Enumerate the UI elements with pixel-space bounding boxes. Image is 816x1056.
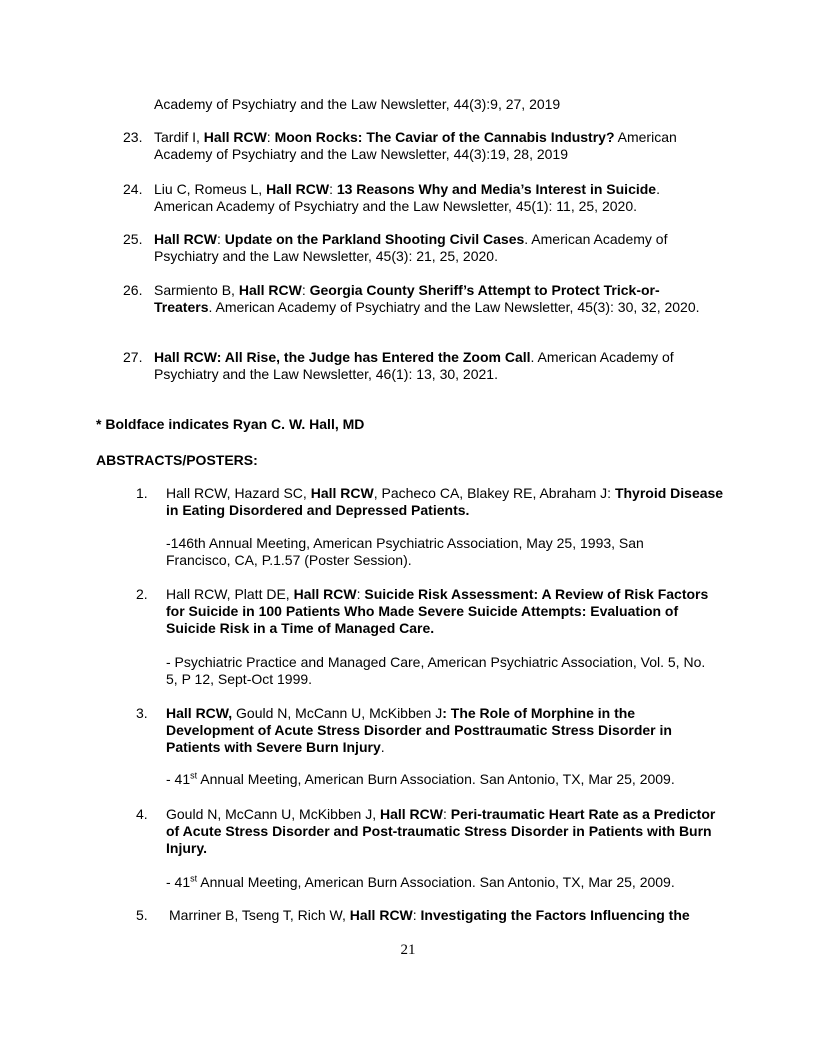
citation [166, 705, 726, 756]
source: . American Academy of Psychiatry and the Law Newsletter, 45(3): 30, 32, 2020. [208, 299, 700, 315]
citation [154, 349, 714, 383]
item-number: 25. [123, 231, 143, 247]
authors: Hall RCW, Platt DE, [166, 586, 294, 602]
item-number: 27. [123, 349, 143, 365]
note-text: Annual Meeting, American Burn Association. San Antonio, TX, Mar 25, 2009. [197, 771, 675, 787]
abstract-title: Investigating the Factors Influencing the [420, 907, 690, 923]
separator: : [217, 231, 225, 247]
source: . American Academy of Psychiatry and the Law Newsletter, 46(1): 13, 30, 2021. [154, 349, 674, 382]
authors: Gould N, McCann U, McKibben J [232, 705, 443, 721]
author-highlight: Hall RCW [349, 907, 413, 923]
citation [169, 907, 729, 924]
authors: Liu C, Romeus L, [154, 181, 267, 197]
item-number: 24. [123, 181, 143, 197]
author-highlight: Hall RCW: All Rise, the Judge has Entered the Zoom Call [154, 349, 531, 365]
venue-note: -146th Annual Meeting, American Psychiatric Association, May 25, 1993, San Francisco, CA, P.1.57 (Poster Session). [166, 535, 644, 568]
ordinal-suffix: st [190, 873, 198, 884]
separator: : [412, 907, 421, 923]
venue-note [166, 771, 706, 788]
item-number: 1. [136, 485, 148, 501]
authors: Marriner B, Tseng T, Rich W, [169, 907, 350, 923]
citation [154, 231, 714, 265]
separator: : [442, 806, 451, 822]
author-highlight: Hall RCW [310, 485, 374, 501]
abstract-title: Thyroid Disease in Eating Disordered and Depressed Patients. [166, 485, 724, 518]
note-text: - 41 [166, 874, 191, 890]
citation [166, 806, 726, 857]
author-highlight: Hall RCW [379, 806, 443, 822]
citation [166, 586, 726, 637]
article-title: 13 Reasons Why and Media’s Interest in Suicide [336, 181, 657, 197]
author-highlight: Hall RCW, [166, 705, 233, 721]
citation [154, 129, 714, 163]
abstract-title: Peri-traumatic Heart Rate as a Predictor of Acute Stress Disorder and Post-traumatic Stress Disorder in Patients with Burn Injury. [166, 806, 716, 856]
continuation-line: Academy of Psychiatry and the Law Newsletter, 44(3):9, 27, 2019 [154, 96, 561, 112]
item-number: 23. [123, 129, 143, 145]
section-heading: ABSTRACTS/POSTERS: [96, 452, 258, 468]
authors: , Pacheco CA, Blakey RE, Abraham J: [373, 485, 615, 501]
article-title: Update on the Parkland Shooting Civil Cases [224, 231, 525, 247]
separator: : [301, 282, 310, 298]
source: . American Academy of Psychiatry and the Law Newsletter, 45(3): 21, 25, 2020. [154, 231, 668, 264]
citation [154, 282, 714, 316]
source: American Academy of Psychiatry and the Law Newsletter, 44(3):19, 28, 2019 [154, 129, 677, 162]
source: . American Academy of Psychiatry and the Law Newsletter, 45(1): 11, 25, 2020. [154, 181, 660, 214]
article-title: Moon Rocks: The Caviar of the Cannabis Industry? [274, 129, 615, 145]
venue-note [166, 874, 706, 891]
citation [166, 485, 726, 519]
note-text: Annual Meeting, American Burn Association. San Antonio, TX, Mar 25, 2009. [197, 874, 675, 890]
separator: : [356, 586, 365, 602]
author-highlight: Hall RCW [266, 181, 330, 197]
authors: Tardif I, [154, 129, 204, 145]
item-number: 5. [136, 907, 148, 923]
item-number: 3. [136, 705, 148, 721]
abstract-title: Suicide Risk Assessment: A Review of Risk Factors for Suicide in 100 Patients Who Made Severe Suicide Attempts: Evaluation of Suicide Risk in a Time of Managed Care. [166, 586, 709, 636]
author-highlight: Hall RCW [154, 231, 217, 247]
item-number: 2. [136, 586, 148, 602]
separator: : [266, 129, 275, 145]
page-number: 21 [400, 942, 416, 958]
author-highlight: Hall RCW [293, 586, 357, 602]
punctuation: . [380, 739, 385, 755]
item-number: 4. [136, 806, 148, 822]
separator: : [329, 181, 337, 197]
venue-note: - Psychiatric Practice and Managed Care, American Psychiatric Association, Vol. 5, No. 5, P 12, Sept-Oct 1999. [166, 654, 706, 687]
author-highlight: Hall RCW [238, 282, 302, 298]
authors: Hall RCW, Hazard SC, [166, 485, 311, 501]
note-text: - 41 [166, 771, 191, 787]
ordinal-suffix: st [190, 770, 198, 781]
author-highlight: Hall RCW [203, 129, 267, 145]
authors: Sarmiento B, [154, 282, 239, 298]
citation [154, 181, 714, 215]
boldface-note: * Boldface indicates Ryan C. W. Hall, MD [96, 416, 365, 432]
item-number: 26. [123, 282, 143, 298]
article-title: Georgia County Sheriff’s Attempt to Protect Trick-or-Treaters [154, 282, 660, 315]
abstract-title: : The Role of Morphine in the Development of Acute Stress Disorder and Posttraumatic Stress Disorder in Patients with Severe Burn Injury [166, 705, 672, 755]
authors: Gould N, McCann U, McKibben J, [166, 806, 380, 822]
